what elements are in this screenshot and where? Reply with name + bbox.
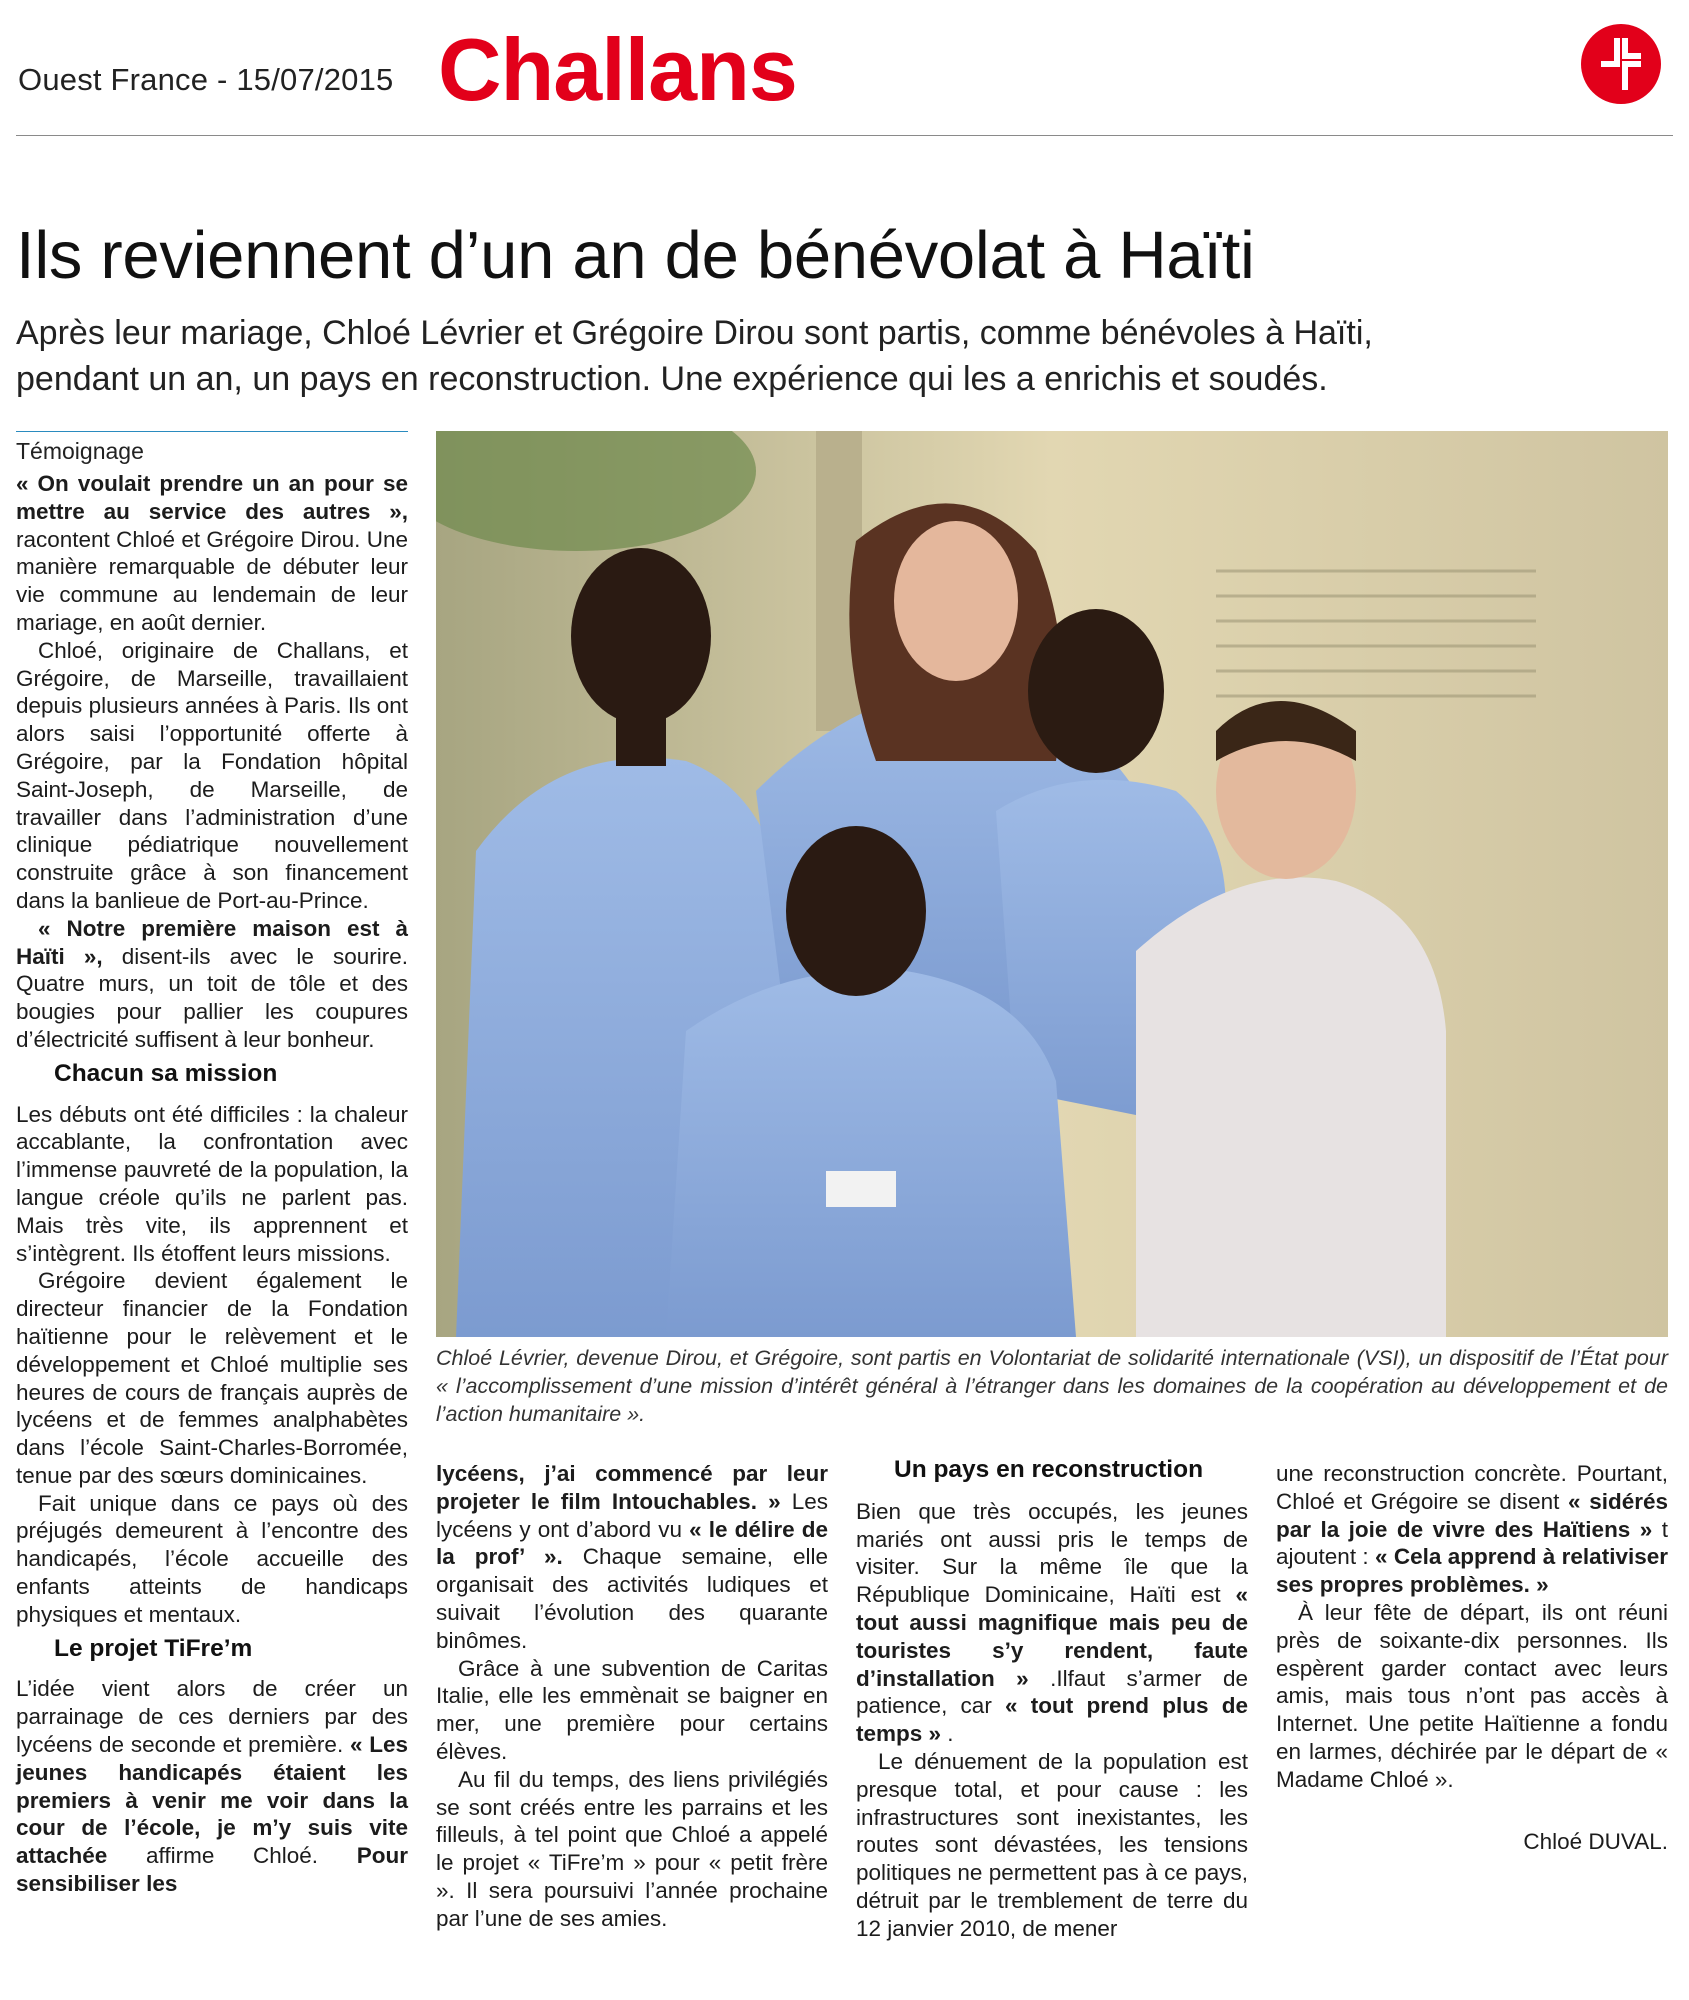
text: racontent Chloé et Grégoire Dirou. Une manière remarquable de débuter leur vie commune au lendemain de leur mariage, en août dernier.: [16, 526, 408, 635]
quote: Pour sensibiliser les: [16, 1843, 408, 1897]
subheading: Chacun sa mission: [54, 1059, 278, 1087]
paragraph: [16, 915, 408, 1054]
quote: « Les jeunes handicapés étaient les premiers à venir me voir dans la cour de l’école, je m’y suis vite attachée: [16, 1732, 408, 1869]
article-column-3: [856, 1450, 1248, 1943]
source-dateline: Ouest France - 15/07/2015: [18, 62, 394, 97]
paragraph: Fait unique dans ce pays où des préjugés demeurent à l’encontre des handicapés, l’école accueille des enfants atteints de handicaps physiques et mentaux.: [16, 1490, 408, 1627]
paragraph: Le dénuement de la population est presque total, et pour cause : les infrastructures sont inexistantes, les routes sont dévastées, les tensions politiques ne permettent pas à ce pays, détruit par le tremblement de terre du 12 janvier 2010, de mener: [856, 1748, 1248, 1941]
subheading: Le projet TiFre’m: [54, 1634, 253, 1662]
text: une reconstruction concrète. Pourtant, Chloé et Grégoire se disent: [1276, 1461, 1668, 1514]
paragraph: Chloé, originaire de Challans, et Grégoire, de Marseille, travaillaient depuis plusieurs années à Paris. Ils ont alors saisi l’opportunité offerte à Grégoire, par la Fondation hôpital Saint-Joseph, de Marseille, de travailler dans l’administration d’une clinique pédiatrique nouvellement construite grâce à son financement dans la banlieue de Port-au-Prince.: [16, 637, 408, 913]
article-column-2: [436, 1460, 828, 1933]
paragraph: [16, 470, 408, 637]
photo-caption: Chloé Lévrier, devenue Dirou, et Grégoire, sont partis en Volontariat de solidarité internationale (VSI), un dispositif de l’État pour « l’accomplissement d’une mission d’intérêt général à l’étranger dans les domaines de la coopération au développement et de l’action humanitaire ».: [436, 1346, 1668, 1426]
quote: lycéens, j’ai commencé par leur projeter le film Intouchables. »: [436, 1461, 828, 1514]
text: Les lycéens y ont d’abord vu: [436, 1488, 828, 1542]
text: disent-ils avec le sourire. Quatre murs, un toit de tôle et des bougies pour pallier les coupures d’électricité suffisent à leur bonheur.: [16, 943, 408, 1052]
author-signature: Chloé DUVAL.: [1523, 1828, 1668, 1854]
text: Chaque semaine, elle organisait des activités ludiques et suivait l’évolution des quarante binômes.: [436, 1544, 829, 1653]
page-header: [16, 0, 1673, 136]
paragraph: Grâce à une subvention de Caritas Italie, elle les emmènait se baigner en mer, une première pour certains élèves.: [436, 1655, 828, 1764]
subheading: Un pays en reconstruction: [894, 1456, 1204, 1483]
paragraph: [856, 1498, 1248, 1748]
standfirst-line: Après leur mariage, Chloé Lévrier et Grégoire Dirou sont partis, comme bénévoles à Haïti,: [16, 314, 1373, 352]
quote: « tout prend plus de temps »: [856, 1693, 1248, 1747]
standfirst-line: pendant un an, un pays en reconstruction. Une expérience qui les a enrichis et soudés.: [16, 360, 1328, 398]
text: .Ilfaut s’armer de patience, car: [856, 1665, 1248, 1719]
section-title: Challans: [438, 20, 797, 119]
quote: « On voulait prendre un an pour se mettre au service des autres »,: [16, 471, 408, 524]
paragraph: [16, 1675, 408, 1897]
paragraph: Les débuts ont été difficiles : la chaleur accablante, la confrontation avec l’immense pauvreté de la population, la langue créole qu’ils ne parlent pas. Mais très vite, ils apprennent et s’intègrent. Ils étoffent leurs missions.: [16, 1101, 408, 1266]
volunteers-photo: [436, 431, 1668, 1337]
paragraph: Grégoire devient également le directeur financier de la Fondation haïtienne pour le relèvement et le développement et Chloé multiplie ses heures de cours de français auprès de lycéens et de femmes analphabètes dans l’école Saint-Charles-Borromée, tenue par des sœurs dominicaines.: [16, 1268, 408, 1488]
ouest-france-logo-icon: [1581, 24, 1661, 104]
rubric-label: Témoignage: [16, 431, 408, 465]
paragraph: À leur fête de départ, ils ont réuni près de soixante-dix personnes. Ils espèrent garder contact avec leurs amis, mais tous n’ont pas accès à Internet. Une petite Haïtienne a fondu en larmes, déchirée par le départ de « Madame Chloé ».: [1276, 1599, 1668, 1792]
text: L’idée vient alors de créer un parrainage de ces derniers par des lycéens de seconde et première.: [16, 1676, 408, 1758]
article-column-4: [1276, 1460, 1668, 1855]
text: Bien que très occupés, les jeunes mariés ont aussi pris le temps de visiter. Sur la même île que la République Dominicaine, Haïti est: [856, 1498, 1248, 1608]
article-standfirst: [16, 310, 1636, 402]
quote: « sidérés par la joie de vivre des Haïtiens »: [1276, 1488, 1668, 1542]
paragraph: [1276, 1460, 1668, 1599]
paragraph: [436, 1460, 828, 1655]
article-photo: [436, 431, 1668, 1337]
article-headline: Ils reviennent d’un an de bénévolat à Haïti: [16, 218, 1255, 293]
text: .: [941, 1721, 954, 1747]
article-column-1: [16, 470, 408, 1898]
quote: « Cela apprend à relativiser ses propres problèmes. »: [1276, 1544, 1668, 1598]
paragraph: Au fil du temps, des liens privilégiés se sont créés entre les parrains et les filleuls, à tel point que Chloé a appelé le projet « TiFre’m » pour « petit frère ». Il sera poursuivi l’année prochaine par l’une de ses amies.: [436, 1766, 828, 1931]
text: affirme Chloé.: [107, 1843, 357, 1869]
quote: « le délire de la prof’ ».: [436, 1516, 828, 1570]
quote: « Notre première maison est à Haïti »,: [16, 915, 408, 969]
quote: « tout aussi magnifique mais peu de touristes s’y rendent, faute d’installation »: [856, 1582, 1248, 1691]
text: t ajoutent :: [1276, 1516, 1668, 1570]
